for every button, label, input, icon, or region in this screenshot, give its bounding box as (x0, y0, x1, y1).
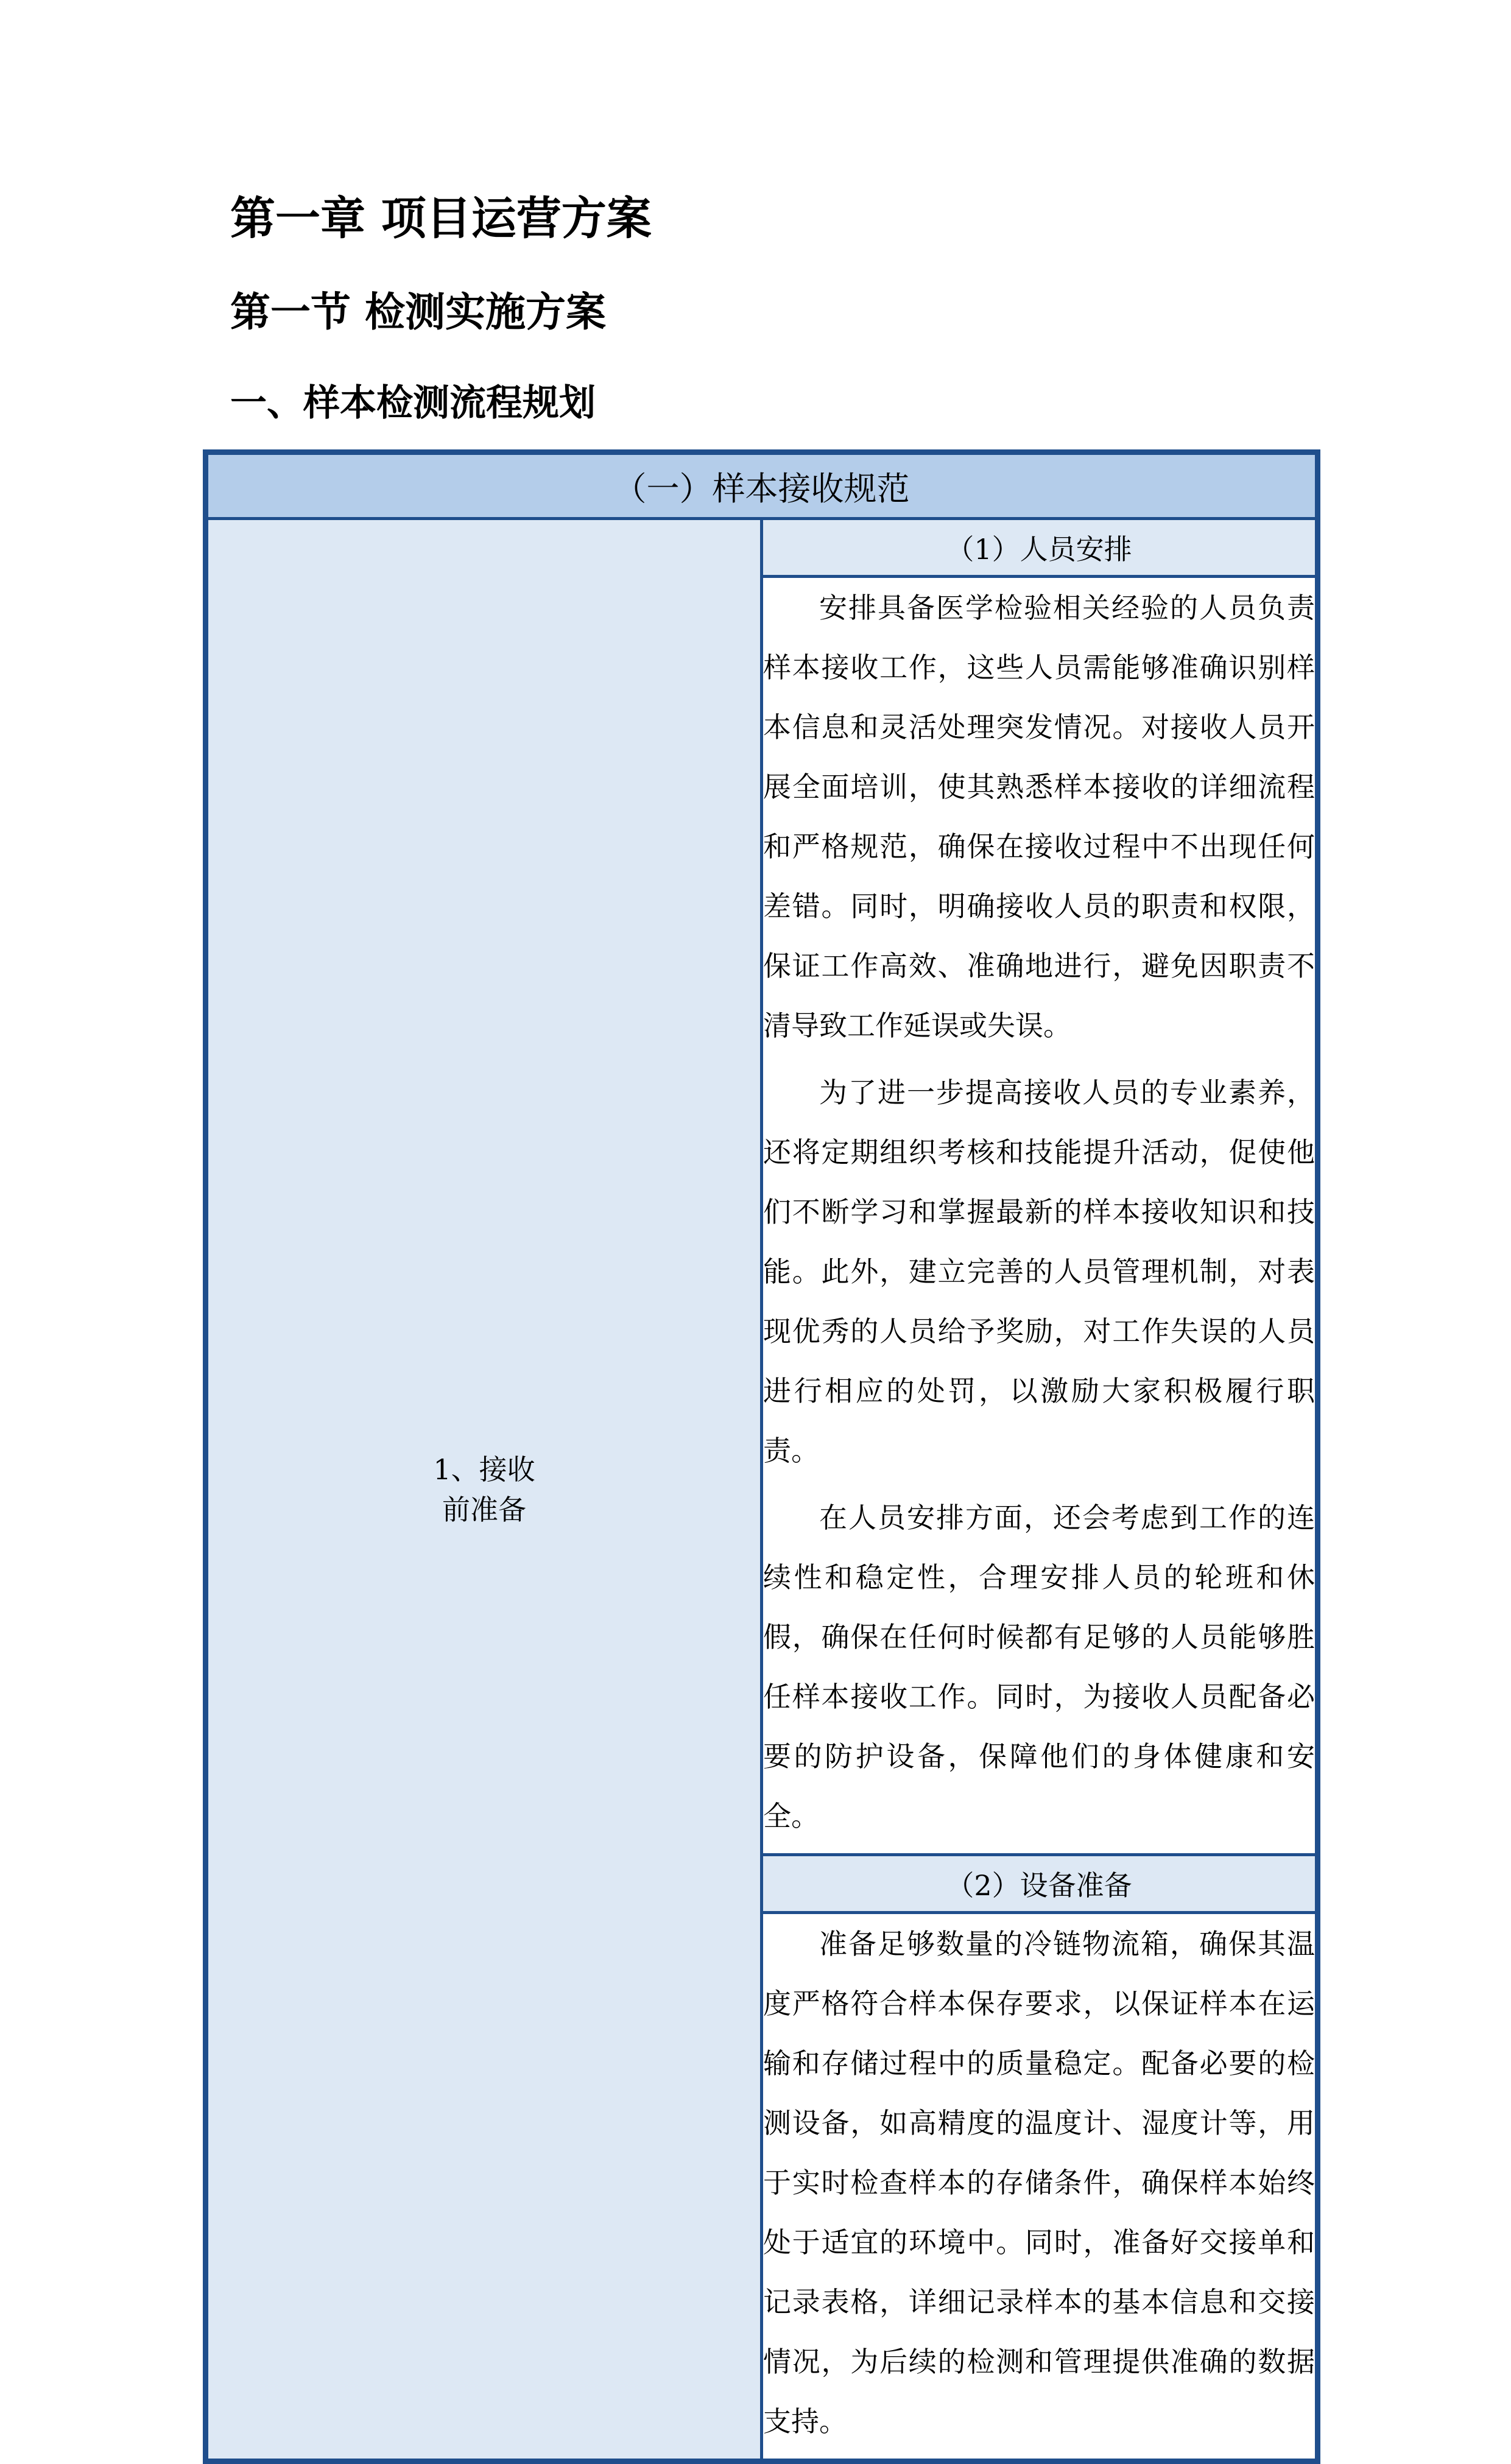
band-title: （一）样本接收规范 (206, 452, 1318, 519)
item-1-paragraph-3: 在人员安排方面，还会考虑到工作的连续性和稳定性，合理安排人员的轮班和休假，确保在任何时候都有足够的人员能够胜任样本接收工作。同时，为接收人员配备必要的防护设备，保障他们的身体健康和安全。 (763, 1501, 1315, 1832)
side-label-cell (206, 519, 762, 2462)
item-1-paragraph-1: 安排具备医学检验相关经验的人员负责样本接收工作，这些人员需能够准确识别样本信息和灵活处理突发情况。对接收人员开展全面培训，使其熟悉样本接收的详细流程和严格规范，确保在接收过程中不出现任何差错。同时，明确接收人员的职责和权限，保证工作高效、准确地进行，避免因职责不清导致工作延误或失误。 (763, 591, 1315, 1042)
side-label: 1、接收前准备 (433, 1452, 535, 1526)
item-1-body (762, 577, 1318, 1855)
chapter-heading: 第一章 项目运营方案 (230, 192, 652, 245)
item-1-paragraph-2: 为了进一步提高接收人员的专业素养，还将定期组织考核和技能提升活动，促使他们不断学习和掌握最新的样本接收知识和技能。此外，建立完善的人员管理机制，对表现优秀的人员给予奖励，对工作失误的人员进行相应的处罚，以激励大家积极履行职责。 (763, 1076, 1315, 1467)
subsection-heading: 一、样本检测流程规划 (230, 382, 596, 424)
table-band-row (206, 452, 1318, 519)
item-2-body (762, 1913, 1318, 2462)
specification-table (203, 449, 1320, 2464)
item-2-title: （2）设备准备 (762, 1855, 1318, 1913)
item-1-title: （1）人员安排 (762, 519, 1318, 577)
section-heading: 第一节 检测实施方案 (230, 289, 606, 336)
item-1-title-row (206, 519, 1318, 577)
item-2-paragraph-1: 准备足够数量的冷链物流箱，确保其温度严格符合样本保存要求，以保证样本在运输和存储过程中的质量稳定。配备必要的检测设备，如高精度的温度计、湿度计等，用于实时检查样本的存储条件，确保样本始终处于适宜的环境中。同时，准备好交接单和记录表格，详细记录样本的基本信息和交接情况，为后续的检测和管理提供准确的数据支持。 (763, 1927, 1315, 2438)
